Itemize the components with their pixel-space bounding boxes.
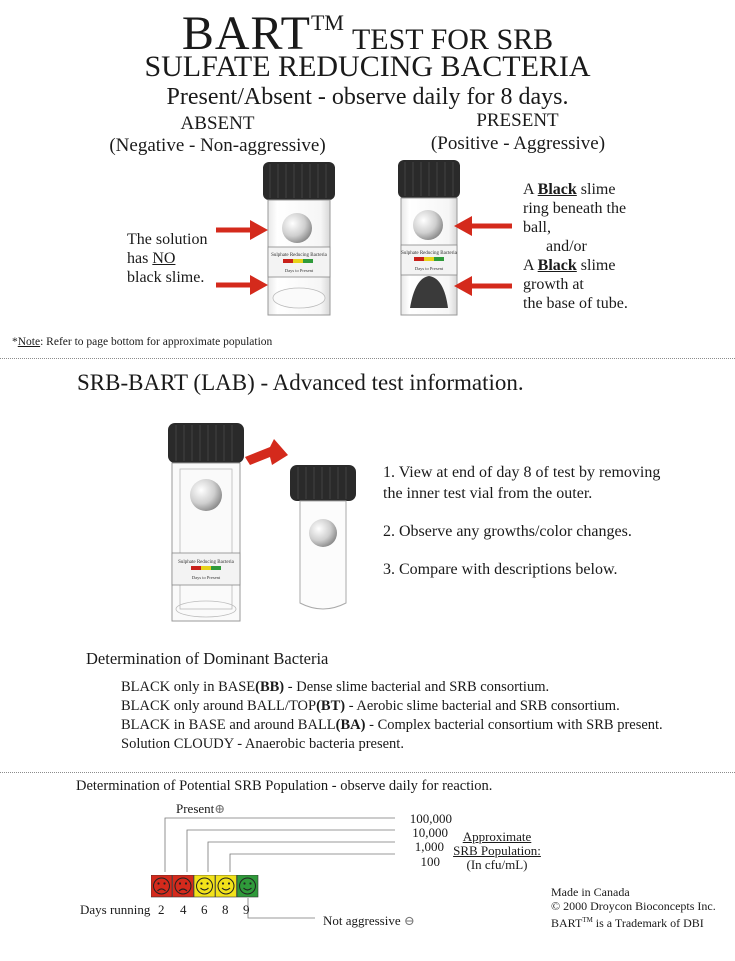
day-8-label: 8 — [222, 902, 229, 917]
day-6-label: 6 — [201, 902, 208, 917]
lab-steps — [383, 462, 673, 597]
population-note: *Note: Refer to page bottom for approximate population — [12, 336, 273, 348]
dominant-line-bt: BLACK only around BALL/TOP(BT) - Aerobic slime bacterial and SRB consortium. — [121, 698, 620, 714]
lab-step-3: 3. Compare with descriptions below. — [383, 561, 618, 578]
level-10000: 10,000 — [412, 825, 448, 840]
outer-vial — [168, 423, 244, 621]
day-face-6 — [194, 875, 215, 897]
present-subheading: (Positive - Aggressive) — [430, 133, 606, 154]
level-1000: 1,000 — [414, 839, 444, 854]
brand-name: BART — [181, 7, 311, 60]
svg-text:Days to Present: Days to Present — [191, 575, 221, 580]
lab-step-1: 1. View at end of day 8 of test by removing the inner test vial from the outer. — [383, 464, 661, 502]
copyright-label: © 2000 Droycon Bioconcepts Inc. — [551, 899, 716, 913]
absent-tube — [263, 162, 335, 315]
section-divider — [0, 358, 735, 359]
black-emphasis-ring: Black — [537, 181, 577, 198]
svg-text:Sulphate Reducing Bacteria: Sulphate Reducing Bacteria — [401, 251, 457, 256]
day-face-9 — [237, 875, 258, 897]
page-subtitle: SULFATE REDUCING BACTERIA — [144, 50, 591, 83]
present-heading: PRESENT — [476, 110, 559, 131]
svg-text:Sulphate Reducing Bacteria: Sulphate Reducing Bacteria — [271, 253, 327, 258]
dominant-bacteria-title: Determination of Dominant Bacteria — [86, 649, 329, 668]
absent-subheading: (Negative - Non-aggressive) — [109, 135, 326, 156]
absent-tube-ball — [282, 213, 312, 243]
svg-text:Sulphate Reducing Bacteria: Sulphate Reducing Bacteria — [178, 560, 234, 565]
not-aggressive-label: Not aggressive ⊖ — [323, 913, 415, 928]
trademark-mark: TM — [310, 10, 344, 35]
title-rest: TEST FOR SRB — [351, 23, 554, 56]
day-face-2 — [151, 875, 172, 897]
dominant-line-cloudy: Solution CLOUDY - Anaerobic bacteria present. — [121, 736, 404, 752]
present-arrow-base — [454, 276, 512, 296]
black-emphasis-base: Black — [537, 257, 577, 274]
no-emphasis: NO — [152, 250, 176, 267]
absent-tube-cap — [263, 162, 335, 200]
section-divider-2 — [0, 772, 735, 773]
present-description: A Black slime ring beneath the ball, and/or A Black slime growth at the base of tube. — [523, 180, 723, 313]
days-running-label: Days running — [80, 902, 151, 917]
level-100000: 100,000 — [409, 811, 452, 826]
absent-heading: ABSENT — [180, 113, 255, 134]
dominant-bacteria-list — [121, 678, 663, 754]
present-label: Present⊕ — [176, 801, 226, 816]
footer-credits — [551, 885, 716, 930]
lab-step-2: 2. Observe any growths/color changes. — [383, 523, 632, 540]
svg-text:Days to Present: Days to Present — [414, 266, 444, 271]
svg-text:Days to Present: Days to Present — [284, 268, 314, 273]
inner-vial — [290, 465, 356, 609]
population-title: Determination of Potential SRB Population - observe daily for reaction. — [76, 778, 493, 794]
and-or-label: and/or — [546, 238, 587, 255]
present-arrow-ring — [454, 216, 512, 236]
day-face-8 — [216, 875, 237, 897]
made-in-label: Made in Canada — [551, 885, 630, 899]
day-2-label: 2 — [158, 902, 165, 917]
observation-instruction: Present/Absent - observe daily for 8 days. — [166, 84, 569, 110]
dominant-line-ba: BLACK in BASE and around BALL(BA) - Complex bacterial consortium with SRB present. — [121, 717, 663, 733]
lab-section-title: SRB-BART (LAB) - Advanced test information. — [77, 370, 524, 395]
trademark-label: BART™ is a Trademark of DBI — [551, 916, 704, 930]
days-faces-strip — [151, 875, 261, 898]
approx-population-label: Approximate SRB Population: (In cfu/mL) — [453, 829, 541, 872]
day-4-label: 4 — [180, 902, 187, 917]
present-tube — [398, 160, 460, 315]
level-100: 100 — [420, 854, 440, 869]
absent-description: The solution has NO black slime. — [127, 231, 208, 286]
day-9-label: 9 — [243, 902, 250, 917]
lab-vial-illustration — [150, 415, 380, 630]
day-face-4 — [173, 875, 194, 897]
present-tube-ball — [413, 210, 443, 240]
transfer-arrow — [245, 439, 288, 465]
dominant-line-bb: BLACK only in BASE(BB) - Dense slime bacterial and SRB consortium. — [121, 679, 550, 695]
